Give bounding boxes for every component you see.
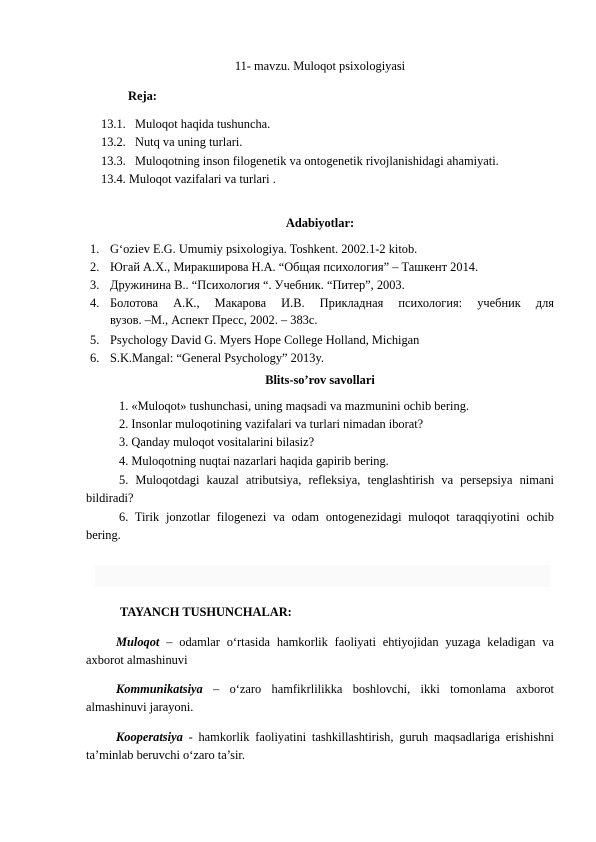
- plan-item-number: 13.2.: [101, 135, 126, 149]
- definition-term: Muloqot: [116, 635, 160, 649]
- key-concepts-heading: TAYANCH TUSHUNCHALAR:: [120, 605, 292, 619]
- plan-item-number: 13.1.: [101, 117, 126, 131]
- reference-number: 4.: [90, 296, 100, 310]
- references-heading: Adabiyotlar:: [285, 216, 355, 230]
- page-title: 11- mavzu. Muloqot psixologiyasi: [234, 59, 406, 73]
- reja-heading: Reja:: [128, 89, 157, 103]
- reference-item: [90, 259, 554, 276]
- question-item: 4. Muloqotning nuqtai nazarlari haqida gapirib bering.: [119, 454, 389, 468]
- definition-term: Kommunikatsiya: [116, 682, 203, 696]
- reference-text: Болотова А.К., Макарова И.В. Прикладная психология: учебник для: [110, 296, 554, 310]
- section-divider: [95, 565, 550, 587]
- reference-text: G‘oziev E.G. Umumiy psixologiya. Toshkent. 2002.1-2 kitob.: [110, 242, 418, 256]
- question-item: 5. Muloqotdagi kauzal atributsiya, refleksiya, tenglashtirish va persepsiya nimani bildiradi?: [86, 473, 554, 505]
- blits-heading: Blits-so’rov savollari: [265, 373, 375, 387]
- definition-item: [86, 633, 554, 669]
- plan-item: [101, 171, 276, 188]
- plan-item-number: 13.4.: [101, 172, 126, 186]
- plan-item-text: Nutq va uning turlari.: [135, 135, 243, 149]
- plan-item-text: Muloqotning inson filogenetik va ontogenetik rivojlanishidagi ahamiyati.: [135, 154, 499, 168]
- question-item: 1. «Muloqot» tushunchasi, uning maqsadi va mazmunini ochib bering.: [119, 399, 469, 413]
- plan-item-text: Muloqot haqida tushuncha.: [135, 117, 271, 131]
- reference-number: 6.: [90, 351, 100, 365]
- reference-number: 2.: [90, 260, 100, 274]
- plan-item-text: Muloqot vazifalari va turlari .: [128, 172, 276, 186]
- plan-item: [101, 153, 499, 170]
- reference-text: Дружинина В.. “Психология “. Учебник. “Питер”, 2003.: [110, 278, 405, 292]
- reference-item: [90, 350, 554, 367]
- definition-text: – odamlar o‘rtasida hamkorlik faoliyati ehtiyojidan yuzaga keladigan va axborot almashinuvi: [86, 635, 554, 667]
- definition-text: – o‘zaro hamfikrlilikka boshlovchi, ikki tomonlama axborot almashinuvi jarayoni.: [86, 682, 554, 714]
- plan-item: [101, 116, 270, 133]
- reference-text: Югай А.Х., Миракширова Н.А. “Общая психология” – Ташкент 2014.: [110, 260, 479, 274]
- definition-item: [86, 680, 554, 716]
- reference-number: 1.: [90, 242, 100, 256]
- plan-item-number: 13.3.: [101, 154, 126, 168]
- definition-item: [86, 728, 554, 764]
- reference-text-continued: вузов. –М., Аспект Пресс, 2002. – 383с.: [110, 312, 318, 327]
- reference-text: S.K.Mangal: “General Psychology” 2013y.: [110, 351, 324, 365]
- question-item: 2. Insonlar muloqotining vazifalari va turlari nimadan iborat?: [119, 417, 424, 431]
- reference-number: 3.: [90, 278, 100, 292]
- reference-number: 5.: [90, 333, 100, 347]
- question-item: 6. Tirik jonzotlar filogenezi va odam ontogenezidagi muloqot taraqqiyotini ochib bering.: [86, 510, 554, 542]
- plan-item: [101, 134, 242, 151]
- question-item: 3. Qanday muloqot vositalarini bilasiz?: [119, 435, 315, 449]
- definition-term: Kooperatsiya: [116, 730, 183, 744]
- reference-item: [90, 295, 554, 328]
- reference-item: [90, 332, 554, 349]
- definition-text: - hamkorlik faoliyatini tashkillashtirish, guruh maqsadlariga erishishni ta’minlab beruvchi o‘zaro ta’sir.: [86, 730, 554, 762]
- reference-item: [90, 241, 554, 258]
- reference-text: Psychology David G. Myers Hope College Holland, Michigan: [110, 333, 420, 347]
- reference-item: [90, 277, 554, 294]
